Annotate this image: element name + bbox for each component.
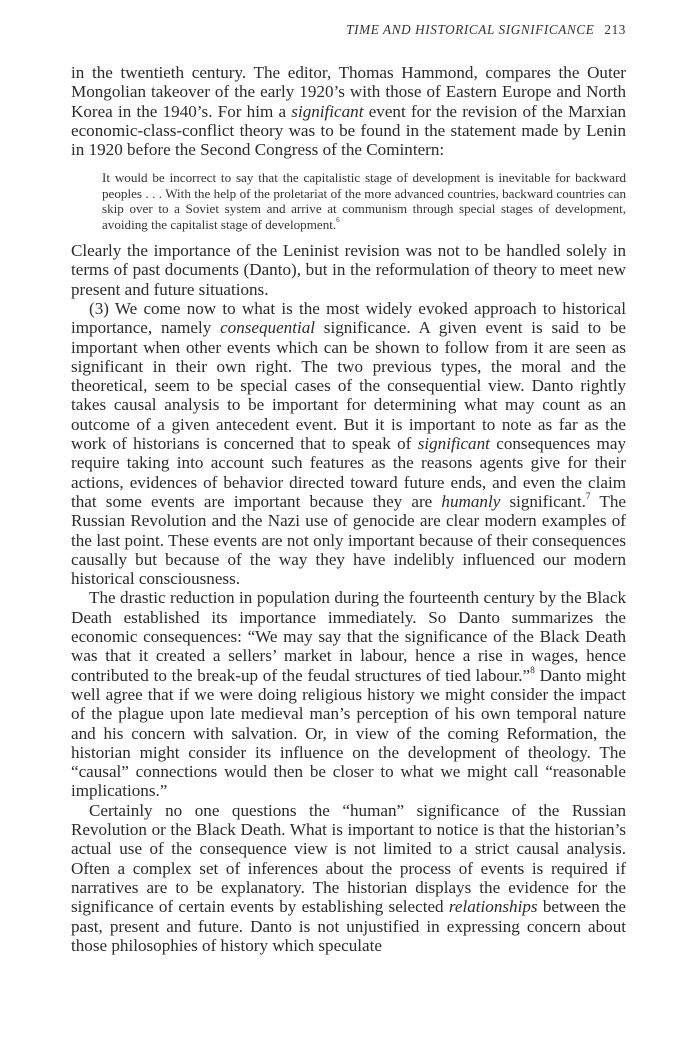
paragraph-continuation bbox=[71, 63, 626, 159]
text-run: event for the revision of the Marxian economic-class-conflict theory was to be found in the statement made by Lenin in 1920 before the Second Congress of the Comintern: bbox=[71, 101, 626, 160]
text-run: in the twentieth century. The editor, Thomas Hammond, compares the Outer Mongolian takeover of the early 1920’s with those of Eastern Europe and North Korea in the 1940’s. For him a bbox=[71, 63, 626, 121]
page-number: 213 bbox=[604, 22, 626, 37]
footnote-ref-6: 6 bbox=[336, 216, 340, 225]
paragraph-leninist-revision bbox=[71, 241, 626, 299]
paragraph-black-death bbox=[71, 588, 626, 800]
paragraph-consequential-significance bbox=[71, 299, 626, 588]
running-head bbox=[346, 22, 626, 38]
paragraph-human-significance bbox=[71, 801, 626, 955]
emphasis: relationships bbox=[448, 897, 538, 917]
running-title: TIME AND HISTORICAL SIGNIFICANCE bbox=[346, 22, 595, 37]
emphasis: significant bbox=[417, 434, 490, 454]
quote-text: It would be incorrect to say that the capitalistic stage of development is inevitable for backward peoples . . . With the help of the proletariat of the more advanced countries, backward countries can skip over to a Soviet system and arrive at communism through special stages of development, avoiding the capitalist stage of development. bbox=[102, 170, 626, 232]
footnote-ref-8: 8 bbox=[530, 665, 535, 676]
text-run: significance. A given event is said to be important when other events which can be shown to follow from it are seen as significant in their own right. The two previous types, the moral and the theoretical, seem to be special cases of the consequential view. Danto rightly takes causal analysis to be important for determining what may count as an outcome of a given antecedent event. But it is important to note as far as the work of historians is concerned that to speak of bbox=[71, 318, 626, 454]
text-run: The drastic reduction in population during the fourteenth century by the Black Death established its importance immediately. So Danto summarizes the economic consequences: “We may say that the significance of the Black Death was that it created a sellers’ market in labour, hence a rise in wages, hence contributed to the break-up of the feudal structures of tied labour.” bbox=[71, 588, 626, 685]
text-run: Certainly no one questions the “human” significance of the Russian Revolution or the Black Death. What is important to notice is that the historian’s actual use of the consequence view is not limited to a strict causal analysis. Often a complex set of inferences about the process of events is required if narratives are to be explanatory. The historian displays the evidence for the significance of certain events by establishing selected bbox=[71, 800, 626, 917]
footnote-ref-7: 7 bbox=[585, 491, 591, 502]
block-quote-lenin bbox=[102, 170, 626, 232]
text-run: The Russian Revolution and the Nazi use of genocide are clear modern examples of the last point. These events are not only important because of their consequences causally but because of the way they have indelibly influenced our modern historical consciousness. bbox=[71, 491, 627, 589]
body-text bbox=[71, 63, 626, 955]
text-run: consequences may require taking into account such features as the reasons agents give for their actions, evidences of behavior directed toward future ends, and even the claim that some events are important because they are bbox=[71, 434, 626, 511]
text-run: between the past, present and future. Danto is not unjustified in expressing concern about those philosophies of history which speculate bbox=[71, 897, 626, 955]
emphasis: significant bbox=[291, 101, 364, 121]
text-run: Clearly the importance of the Leninist revision was not to be handled solely in terms of past documents (Danto), but in the reformulation of theory to meet new present and future situations. bbox=[71, 241, 626, 299]
emphasis: consequential bbox=[220, 318, 316, 338]
emphasis: humanly bbox=[441, 491, 501, 511]
text-run: (3) We come now to what is the most widely evoked approach to historical importance, namely bbox=[71, 299, 626, 338]
text-run: Danto might well agree that if we were doing religious history we might consider the impact of the plague upon late medieval man’s perception of his own temporal nature and his concern with salvation. Or, in view of the coming Reformation, the historian might consider its influence on the development of theology. The “causal” connections would then be closer to what we might call “reasonable implications.” bbox=[71, 665, 626, 801]
text-run: significant. bbox=[500, 491, 586, 511]
